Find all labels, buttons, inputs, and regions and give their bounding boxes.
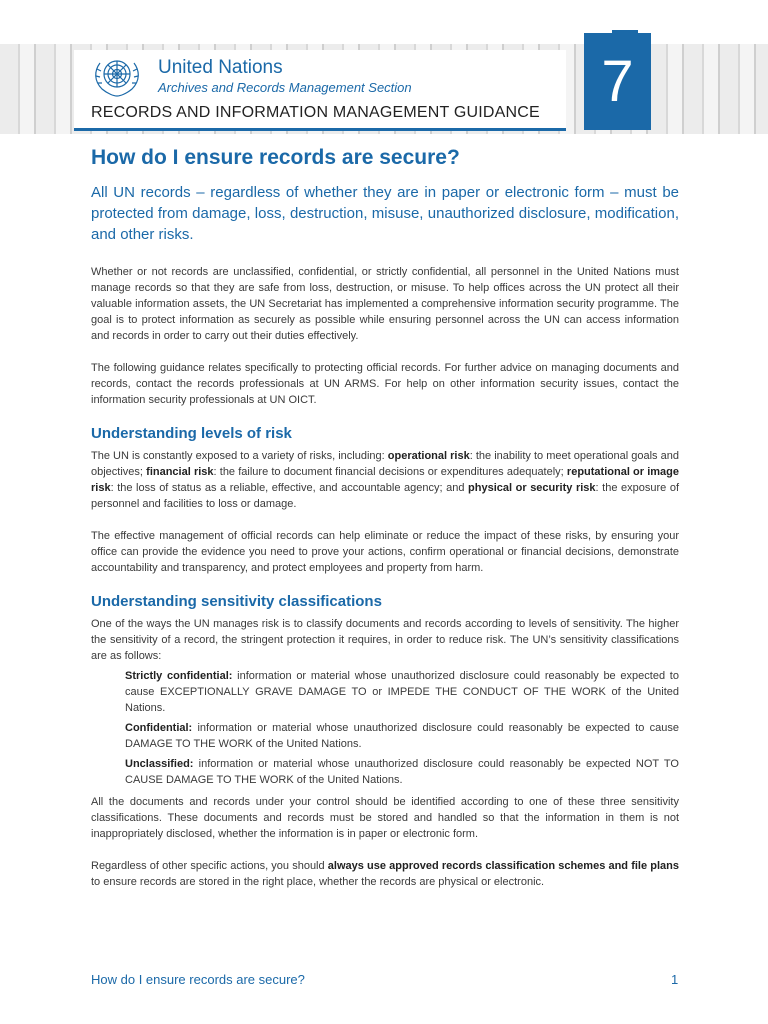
risk-text-4: : the loss of status as a reliable, effective, and accountable agency; and [110, 482, 469, 494]
page-header [0, 0, 768, 135]
page-title: How do I ensure records are secure? [91, 146, 460, 169]
footer-title: How do I ensure records are secure? [91, 972, 305, 987]
lead-paragraph: All UN records – regardless of whether they are in paper or electronic form – must be protected from damage, loss, destruction, misuse, unauthorized disclosure, modification, and other risks. [91, 184, 679, 243]
risk-text-5: : the exposure of personnel and facilities to loss or damage. [91, 482, 680, 510]
un-emblem-icon [90, 53, 144, 99]
risk-paragraph-2: The effective management of official records can help eliminate or reduce the impact of these risks, by ensuring your office can provide the evidence you need to prove your actions, confirm operational or financial decisions, demonstrate accountability and transparency, and protect employees and property from harm. [91, 530, 679, 574]
intro-paragraph-2: The following guidance relates specifically to protecting official records. For further advice on managing documents and records, contact the records professionals at UN ARMS. For help on other information security issues, contact the information security professionals at UN OICT. [91, 362, 679, 406]
guidance-series-title: RECORDS AND INFORMATION MANAGEMENT GUIDANCE [91, 104, 540, 121]
definition-term: Unclassified: [125, 758, 194, 770]
header-rule [74, 128, 566, 131]
definition-strictly-confidential [125, 668, 679, 716]
org-subtitle: Archives and Records Management Section [158, 80, 412, 95]
definition-term: Strictly confidential: [125, 670, 233, 682]
risk-heading: Understanding levels of risk [91, 425, 292, 442]
org-name: United Nations [158, 57, 283, 78]
sensitivity-emphasis: always use approved records classification schemes and file plans [327, 860, 679, 872]
risk-term-operational: operational risk [387, 450, 470, 462]
sensitivity-text-c: to ensure records are stored in the right place, whether the records are physical or electronic. [91, 876, 545, 888]
definition-text: information or material whose unauthorized disclosure could reasonably be expected to cause DAMAGE TO THE WORK of the United Nations. [125, 722, 679, 750]
definition-text: information or material whose unauthorized disclosure could reasonably be expected NOT TO CAUSE DAMAGE TO THE WORK of the United Nations. [125, 758, 679, 786]
sensitivity-text-a: Regardless of other specific actions, you should [91, 860, 328, 872]
risk-text-3: : the failure to document financial decisions or expenditures adequately; [213, 466, 567, 478]
sensitivity-paragraph-2: All the documents and records under your control should be identified according to one of these three sensitivity classifications. These documents and records must be stored and handled so that the information in them is not inappropriately disclosed, whether the information is in paper or electronic form. [91, 796, 679, 840]
sensitivity-heading: Understanding sensitivity classifications [91, 593, 382, 610]
risk-text-2: : the inability to meet operational goals and objectives; [91, 450, 679, 478]
main-content [91, 146, 679, 890]
risk-paragraph-1 [91, 448, 679, 512]
guidance-number: 7 [601, 49, 634, 114]
sensitivity-paragraph-3 [91, 858, 679, 890]
intro-paragraph-1: Whether or not records are unclassified, confidential, or strictly confidential, all personnel in the United Nations must manage records so that they are safe from loss, destruction, or misuse. To help offices across the UN protect all their valuable information assets, the UN Secretariat has implemented a comprehensive information security programme. The goal is to protect information as securely as possible while ensuring personnel across the UN can access information and records in order to carry out their duties effectively. [91, 266, 679, 342]
risk-term-reputational: reputational or image risk [91, 466, 680, 494]
risk-term-financial: financial risk [146, 466, 214, 478]
definition-unclassified [125, 756, 679, 788]
risk-term-physical: physical or security risk [468, 482, 596, 494]
definition-term: Confidential: [125, 722, 193, 734]
definition-text: information or material whose unauthorized disclosure could reasonably be expected to cause EXCEPTIONALLY GRAVE DAMAGE TO or IMPEDE THE CONDUCT OF THE WORK of the United Nations. [125, 670, 679, 714]
definition-confidential [125, 720, 679, 752]
page-number: 1 [671, 972, 679, 987]
risk-text-1: The UN is constantly exposed to a variety of risks, including: [91, 450, 388, 462]
sensitivity-paragraph-1: One of the ways the UN manages risk is to classify documents and records according to levels of sensitivity. The higher the sensitivity of a record, the stringent protection it requires, in order to reduce risk. The UN’s sensitivity classifications are as follows: [91, 618, 679, 662]
